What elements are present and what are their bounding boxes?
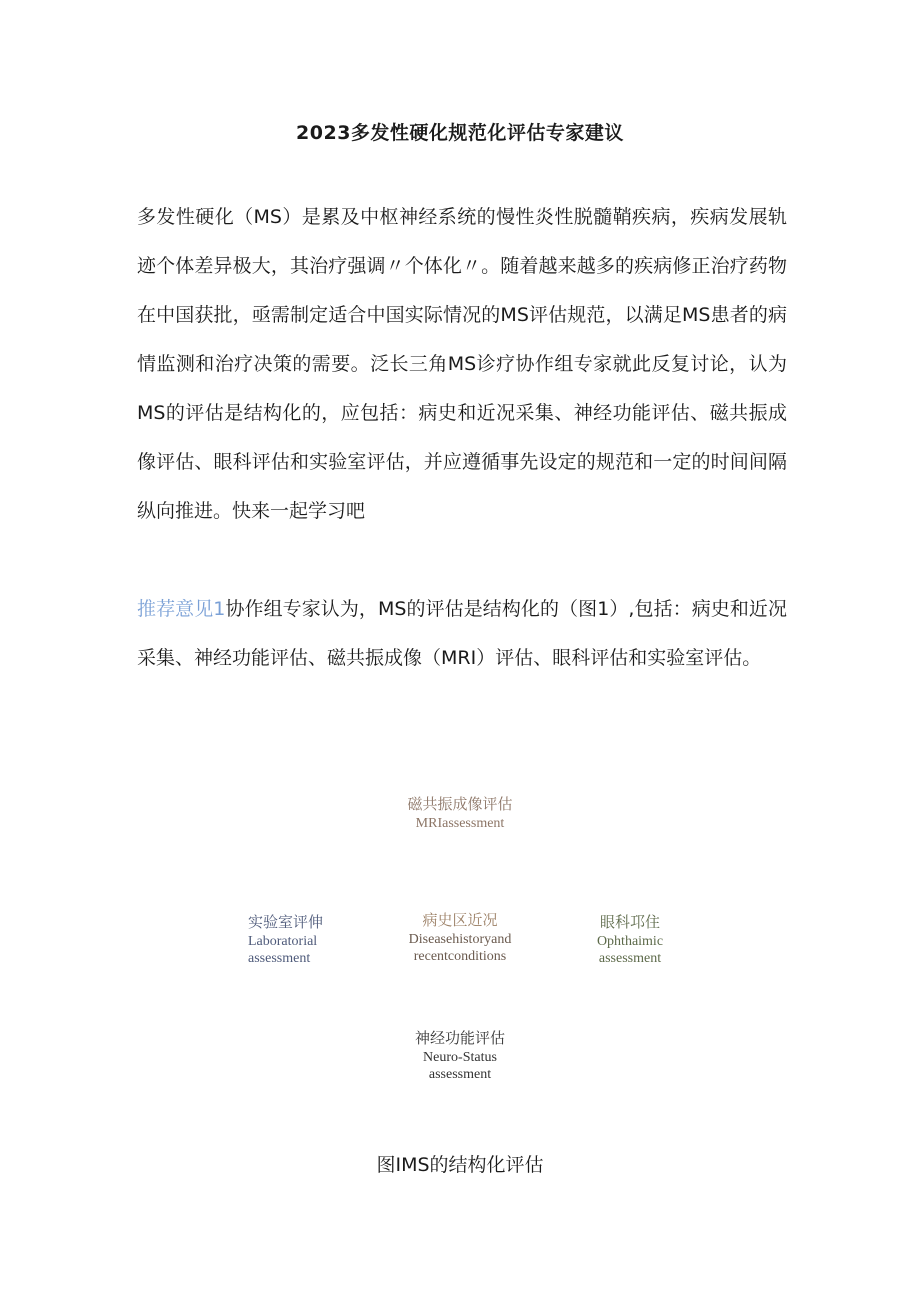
- recommendation-label: 推荐意见1: [137, 598, 226, 620]
- diagram-node-mri: [380, 796, 540, 832]
- oph-label-en1: Ophthaimic: [596, 934, 664, 949]
- document-title: 2023多发性硬化规范化评估专家建议: [296, 122, 624, 144]
- recommendation-paragraph: [137, 585, 787, 683]
- diagram-node-history: [395, 912, 525, 965]
- intro-paragraph: 多发性硬化（MS）是累及中枢神经系统的慢性炎性脱髓鞘疾病，疾病发展轨迹个体差异极大，其治疗强调〃个体化〃。随着越来越多的疾病修正治疗药物在中国获批，亟需制定适合中国实际情况的MS评估规范，以满足MS患者的病情监测和治疗决策的需要。泛长三角MS诊疗协作组专家就此反复讨论，认为MS的评估是结构化的，应包括：病史和近况采集、神经功能评估、磁共振成像评估、眼科评估和实验室评估，并应遵循事先设定的规范和一定的时间间隔纵向推进。快来一起学习吧: [137, 206, 787, 522]
- figure-caption: 图IMS的结构化评估: [376, 1154, 544, 1176]
- neuro-label-cn: 神经功能评估: [414, 1031, 505, 1047]
- diagram-node-lab: [228, 914, 348, 967]
- oph-label-cn: 眼科邛住: [599, 915, 660, 931]
- lab-label-cn: 实验室评伸: [248, 915, 324, 931]
- oph-label-en2: assessment: [598, 951, 662, 966]
- diagram-node-neuro: [390, 1030, 530, 1083]
- diagram-node-ophthalmic: [570, 914, 690, 967]
- history-label-cn: 病史区近况: [422, 913, 498, 929]
- history-label-en2: recentconditions: [413, 949, 507, 964]
- lab-label-en1: Laboratorial: [248, 934, 318, 949]
- mri-label-cn: 磁共振成像评估: [407, 797, 513, 813]
- neuro-label-en2: assessment: [428, 1067, 492, 1082]
- neuro-label-en1: Neuro-Status: [423, 1050, 497, 1065]
- mri-label-en: MRIassessment: [415, 816, 505, 831]
- history-label-en1: Diseasehistoryand: [408, 932, 512, 947]
- recommendation-text: 协作组专家认为，MS的评估是结构化的（图1）,包括：病史和近况采集、神经功能评估、磁共振成像（MRI）评估、眼科评估和实验室评估。: [137, 598, 787, 669]
- lab-label-en2: assessment: [248, 951, 311, 966]
